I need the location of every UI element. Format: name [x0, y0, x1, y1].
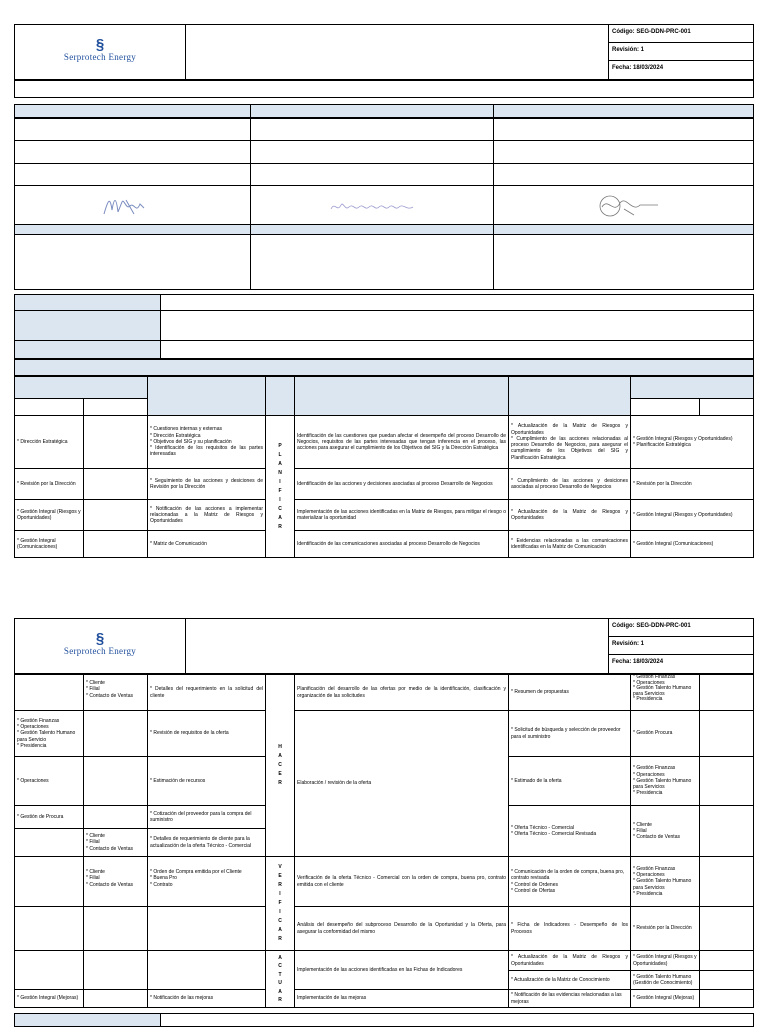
table-row-actividad: Identificación de las comunicaciones asociadas al proceso Desarrollo de Negocios: [294, 530, 509, 558]
table-row-proveedor-sub: [83, 499, 148, 531]
cliente-subheader-2: [699, 398, 754, 416]
table-row-cliente-sub: [699, 970, 754, 990]
serprotech-logo-icon: §: [95, 630, 105, 647]
table-row-proveedor-sub: [83, 906, 148, 951]
sipoc-title-bar: [14, 359, 754, 376]
table-row-salidas: * Ficha de Indicadores - Desempeño de los Procesos: [508, 906, 631, 951]
table-row-entradas: * Cotización del proveedor para la compra del suministro: [147, 805, 266, 829]
table-row-salidas: * Comunicación de la orden de compra, buena pro, contrato revisada * Control de Ordenes * Control de Ofertas: [508, 856, 631, 907]
document-page-2: [0, 618, 768, 1024]
phase-letter: R: [278, 523, 282, 530]
phase-actuar: [265, 950, 295, 1008]
phase-letter: I: [279, 909, 281, 915]
table-row-salidas: * Notificación de las evidencias relacionadas a las mejoras: [508, 989, 631, 1008]
phase-letter: R: [278, 997, 282, 1003]
phase-letter: L: [278, 451, 282, 458]
table-row-proveedor-sub: [83, 805, 148, 829]
phase-verificar: [265, 856, 295, 951]
table-row-actividad: Planificación del desarrollo de las ofertas por medio de la identificación, clasificación y organización de las solicitudes: [294, 674, 509, 711]
table-row-actividad: Análisis del desempeño del subproceso Desarrollo de la Oportunidad y la Oferta, para asegurar la conformidad del mismo: [294, 906, 509, 951]
table-row-entradas: * Estimación de recursos: [147, 756, 266, 806]
table-row-entradas: * Orden de Compra emitida por el Cliente * Buena Pro * Contrato: [147, 856, 266, 907]
phase-letter: E: [278, 771, 282, 777]
table-row-salidas: * Actualización de la Matriz de Riesgos y Oportunidades * Cumplimiento de las acciones relacionadas al proceso Desarrollo de Negocios, para asegurar el cumplimiento de los Objetivos del SIG y Planificación Estratégica: [508, 415, 631, 469]
signature-1: [100, 192, 160, 222]
table-row-actividad: Elaboración / revisión de la oferta: [294, 710, 509, 857]
phase-hacer: [265, 674, 295, 857]
phase-letter: A: [278, 753, 282, 759]
revisado-role: [250, 140, 494, 164]
document-date: Fecha: 18/03/2024: [608, 654, 754, 674]
table-row-proveedor-sub: [83, 950, 148, 990]
phase-header: [265, 376, 295, 416]
aprobado-role: [493, 140, 754, 164]
alcance-value: [160, 310, 754, 341]
elaborado-name: [14, 118, 251, 141]
table-row-salidas: * Actualización de la Matriz de Conocimiento: [508, 970, 631, 990]
aprobado-signature-cell: [493, 185, 754, 225]
table-row-entradas: * Notificación de las acciones a implementar relacionadas a la Matriz de Riesgos y Oportunidades: [147, 499, 266, 531]
table-row-entradas: * Cuestiones internas y externas * Dirección Estratégica * Objetivos del SIG y su planificación * Identificación de los requisitos de las partes interesadas: [147, 415, 266, 469]
serprotech-logo-icon: §: [95, 36, 105, 53]
table-row-proveedor: [14, 856, 84, 907]
phase-letter: R: [278, 936, 282, 942]
elaborado-header: [14, 104, 251, 118]
table-row-proveedor: [14, 828, 84, 857]
table-row-entradas: * Notificación de las mejoras: [147, 989, 266, 1008]
responsable-label: [14, 340, 161, 359]
table-row-proveedor: [14, 950, 84, 990]
table-row-cliente: * Revisión por la Dirección: [630, 906, 700, 951]
phase-letter: C: [278, 918, 282, 924]
cliente-subheader-1: [630, 398, 700, 416]
alcance-label: [14, 310, 161, 341]
phase-letter: A: [278, 460, 282, 467]
table-row-cliente-sub: [699, 856, 754, 907]
table-row-cliente: * Gestión Finanzas * Operaciones * Gestión Talento Humano para Servicios * Presidencia: [630, 856, 700, 907]
logo-cell: [14, 618, 186, 674]
table-row-cliente: * Cliente * Filial * Contacto de Ventas: [630, 805, 700, 857]
phase-letter: I: [279, 496, 281, 503]
table-row-cliente-sub: [699, 950, 754, 971]
table-row-proveedor-sub: * Cliente * Filial * Contacto de Ventas: [83, 856, 148, 907]
logo-text: Serprotech Energy: [63, 52, 137, 62]
table-row-cliente-sub: [699, 989, 754, 1008]
process-title-bar: [14, 80, 754, 98]
phase-letter: F: [278, 900, 282, 906]
table-row-cliente: * Revisión por la Dirección: [630, 468, 754, 500]
elaborado-signature-cell: [14, 185, 251, 225]
aprobado-header: [493, 104, 754, 118]
table-row-proveedor: [14, 906, 84, 951]
revisado-signature-cell: [250, 185, 494, 225]
table-row-proveedor: [14, 674, 84, 711]
table-row-entradas: [147, 906, 266, 951]
table-row-proveedor-sub: [83, 468, 148, 500]
table-row-proveedor: * Gestión de Procura: [14, 805, 84, 829]
phase-letter: I: [279, 891, 281, 897]
proveedor-subheader-2: [83, 398, 148, 416]
responsable-value: [160, 340, 754, 359]
entradas-header: [147, 376, 266, 416]
table-row-proveedor: * Gestión Integral (Mejoras): [14, 989, 84, 1008]
phase-letter: N: [278, 469, 282, 476]
phase-letter: A: [278, 988, 282, 995]
table-row-salidas: * Cumplimiento de las acciones y desiciones asociadas al proceso Desarrollo de Negocios: [508, 468, 631, 500]
phase-letter: C: [278, 963, 282, 969]
table-row-salidas: * Resumen de propuestas: [508, 674, 631, 711]
approval-notes-2: [250, 234, 494, 290]
table-row-salidas: * Solicitud de búsqueda y selección de proveedor para el suministro: [508, 710, 631, 757]
phase-letter: C: [278, 762, 282, 768]
table-row-entradas: * Revisión de requisitos de la oferta: [147, 710, 266, 757]
bottom-label: [14, 1013, 161, 1027]
table-row-proveedor: * Gestión Integral (Comunicaciones): [14, 530, 84, 558]
table-row-proveedor-sub: [83, 989, 148, 1008]
signature-2: [329, 195, 419, 219]
phase-letter: U: [278, 980, 282, 986]
phase-letter: A: [278, 954, 282, 961]
table-row-entradas: * Matriz de Comunicación: [147, 530, 266, 558]
bottom-value: [160, 1013, 754, 1027]
table-row-cliente: * Gestión Integral (Riesgos y Oportunidades): [630, 499, 754, 531]
proveedor-header: [14, 376, 148, 399]
document-revision: Revisión: 1: [608, 636, 754, 655]
phase-letter: A: [278, 927, 282, 933]
revisado-empty: [250, 163, 494, 186]
table-row-entradas: * Detalles del requerimiento en la solicitud del cliente: [147, 674, 266, 711]
logo-text: Serprotech Energy: [63, 646, 137, 656]
table-row-cliente: * Gestión Finanzas * Operaciones * Gestión Talento Humano para Servicios * Presidencia: [630, 756, 700, 806]
salidas-header: [508, 376, 631, 416]
document-title-cell: [185, 618, 609, 674]
aprobado-empty: [493, 163, 754, 186]
table-row-salidas: * Estimado de la oferta: [508, 756, 631, 806]
document-code: Código: SEG-DDN-PRC-001: [608, 24, 754, 43]
phase-letter: A: [278, 514, 282, 521]
revisado-header: [250, 104, 494, 118]
objetivo-value: [160, 294, 754, 311]
table-row-proveedor: * Gestión Integral (Riesgos y Oportunidades): [14, 499, 84, 531]
table-row-salidas: * Oferta Técnico - Comercial * Oferta Técnico - Comercial Revisada: [508, 805, 631, 857]
table-row-salidas: * Actualización de la Matriz de Riesgos y Oportunidades: [508, 499, 631, 531]
document-code: Código: SEG-DDN-PRC-001: [608, 618, 754, 637]
phase-letter: F: [278, 487, 282, 494]
document-title-cell: [185, 24, 609, 80]
table-row-cliente: * Gestión Integral (Riesgos y Oportunidades) * Planificación Estratégica: [630, 415, 754, 469]
revisado-name: [250, 118, 494, 141]
table-row-cliente: * Gestión Integral (Mejoras): [630, 989, 700, 1008]
table-row-cliente: * Gestión Integral (Riesgos y Oportunidades): [630, 950, 700, 971]
table-row-proveedor-sub: [83, 415, 148, 469]
table-row-entradas: * Seguimiento de las acciones y desiciones de Revisión por la Dirección: [147, 468, 266, 500]
signature-3: [594, 191, 664, 221]
table-row-salidas: * Evidencias relacionadas a las comunicaciones identificadas en la Matriz de Comunicación: [508, 530, 631, 558]
objetivo-label: [14, 294, 161, 311]
phase-letter: R: [278, 882, 282, 888]
table-row-actividad: Identificación de las cuestiones que puedan afectar el desempeño del proceso Desarrollo de Negocios, requisitos de las partes interesadas que tengan inferencia en el proceso, las acciones para asegurar el cumplimiento de los Objetivos del SIG y la Dirección Estratégica: [294, 415, 509, 469]
phase-letter: E: [278, 873, 282, 879]
aprobado-name: [493, 118, 754, 141]
table-row-proveedor-sub: [83, 710, 148, 757]
table-row-cliente: * Gestión Procura: [630, 710, 700, 757]
phase-letter: P: [278, 442, 282, 449]
table-row-proveedor-sub: * Cliente * Filial * Contacto de Ventas: [83, 828, 148, 857]
table-row-proveedor-sub: [83, 756, 148, 806]
table-row-actividad: Implementación de las acciones identificadas en la Matriz de Riesgos, para mitigar el riesgo o materializar la oportunidad: [294, 499, 509, 531]
table-row-cliente-sub: [699, 674, 754, 711]
table-row-proveedor-sub: [83, 530, 148, 558]
document-date: Fecha: 18/03/2024: [608, 60, 754, 80]
phase-planificar: [265, 415, 295, 558]
elaborado-empty: [14, 163, 251, 186]
table-row-actividad: Identificación de las acciones y decisiones asociadas al proceso Desarrollo de Negocios: [294, 468, 509, 500]
cliente-header: [630, 376, 754, 399]
table-row-salidas: * Actualización de la Matriz de Riesgos y Oportunidades: [508, 950, 631, 971]
phase-letter: I: [279, 478, 281, 485]
table-row-actividad: Implementación de las acciones identificadas en las Fichas de Indicadores: [294, 950, 509, 990]
elaborado-role: [14, 140, 251, 164]
table-row-proveedor: * Revisión por la Dirección: [14, 468, 84, 500]
table-row-cliente-sub: [699, 805, 754, 857]
table-row-cliente-sub: [699, 756, 754, 806]
table-row-entradas: [147, 950, 266, 990]
document-revision: Revisión: 1: [608, 42, 754, 61]
table-row-cliente: * Gestión Talento Humano (Gestión de Conocimiento): [630, 970, 700, 990]
phase-letter: R: [278, 780, 282, 786]
phase-letter: C: [278, 505, 282, 512]
table-row-cliente-sub: [699, 710, 754, 757]
table-row-entradas: * Detalles de requerimiento de cliente para la actualización de la oferta Técnico - Comercial: [147, 828, 266, 857]
approval-notes-1: [14, 234, 251, 290]
phase-letter: T: [278, 971, 282, 978]
table-row-proveedor: * Dirección Estratégica: [14, 415, 84, 469]
table-row-actividad: Implementación de las mejoras: [294, 989, 509, 1008]
table-row-proveedor: * Operaciones: [14, 756, 84, 806]
logo-cell: [14, 24, 186, 80]
table-row-proveedor-sub: * Cliente * Filial * Contacto de Ventas: [83, 674, 148, 711]
proveedor-subheader-1: [14, 398, 84, 416]
approval-notes-3: [493, 234, 754, 290]
actividad-header: [294, 376, 509, 416]
table-row-cliente: * Gestión Integral (Comunicaciones): [630, 530, 754, 558]
table-row-proveedor: * Gestión Finanzas * Operaciones * Gestión Talento Humano para Servicio * Presidencia: [14, 710, 84, 757]
phase-letter: H: [278, 744, 282, 750]
table-row-cliente-sub: [699, 906, 754, 951]
phase-letter: V: [278, 864, 282, 870]
table-row-actividad: Verificación de la oferta Técnico - Comercial con la orden de compra, buena pro, contrato emitida con el cliente: [294, 856, 509, 907]
table-row-cliente: * Gestión Finanzas * Operaciones * Gestión Talento Humano para Servicios * Presidencia: [630, 674, 700, 711]
